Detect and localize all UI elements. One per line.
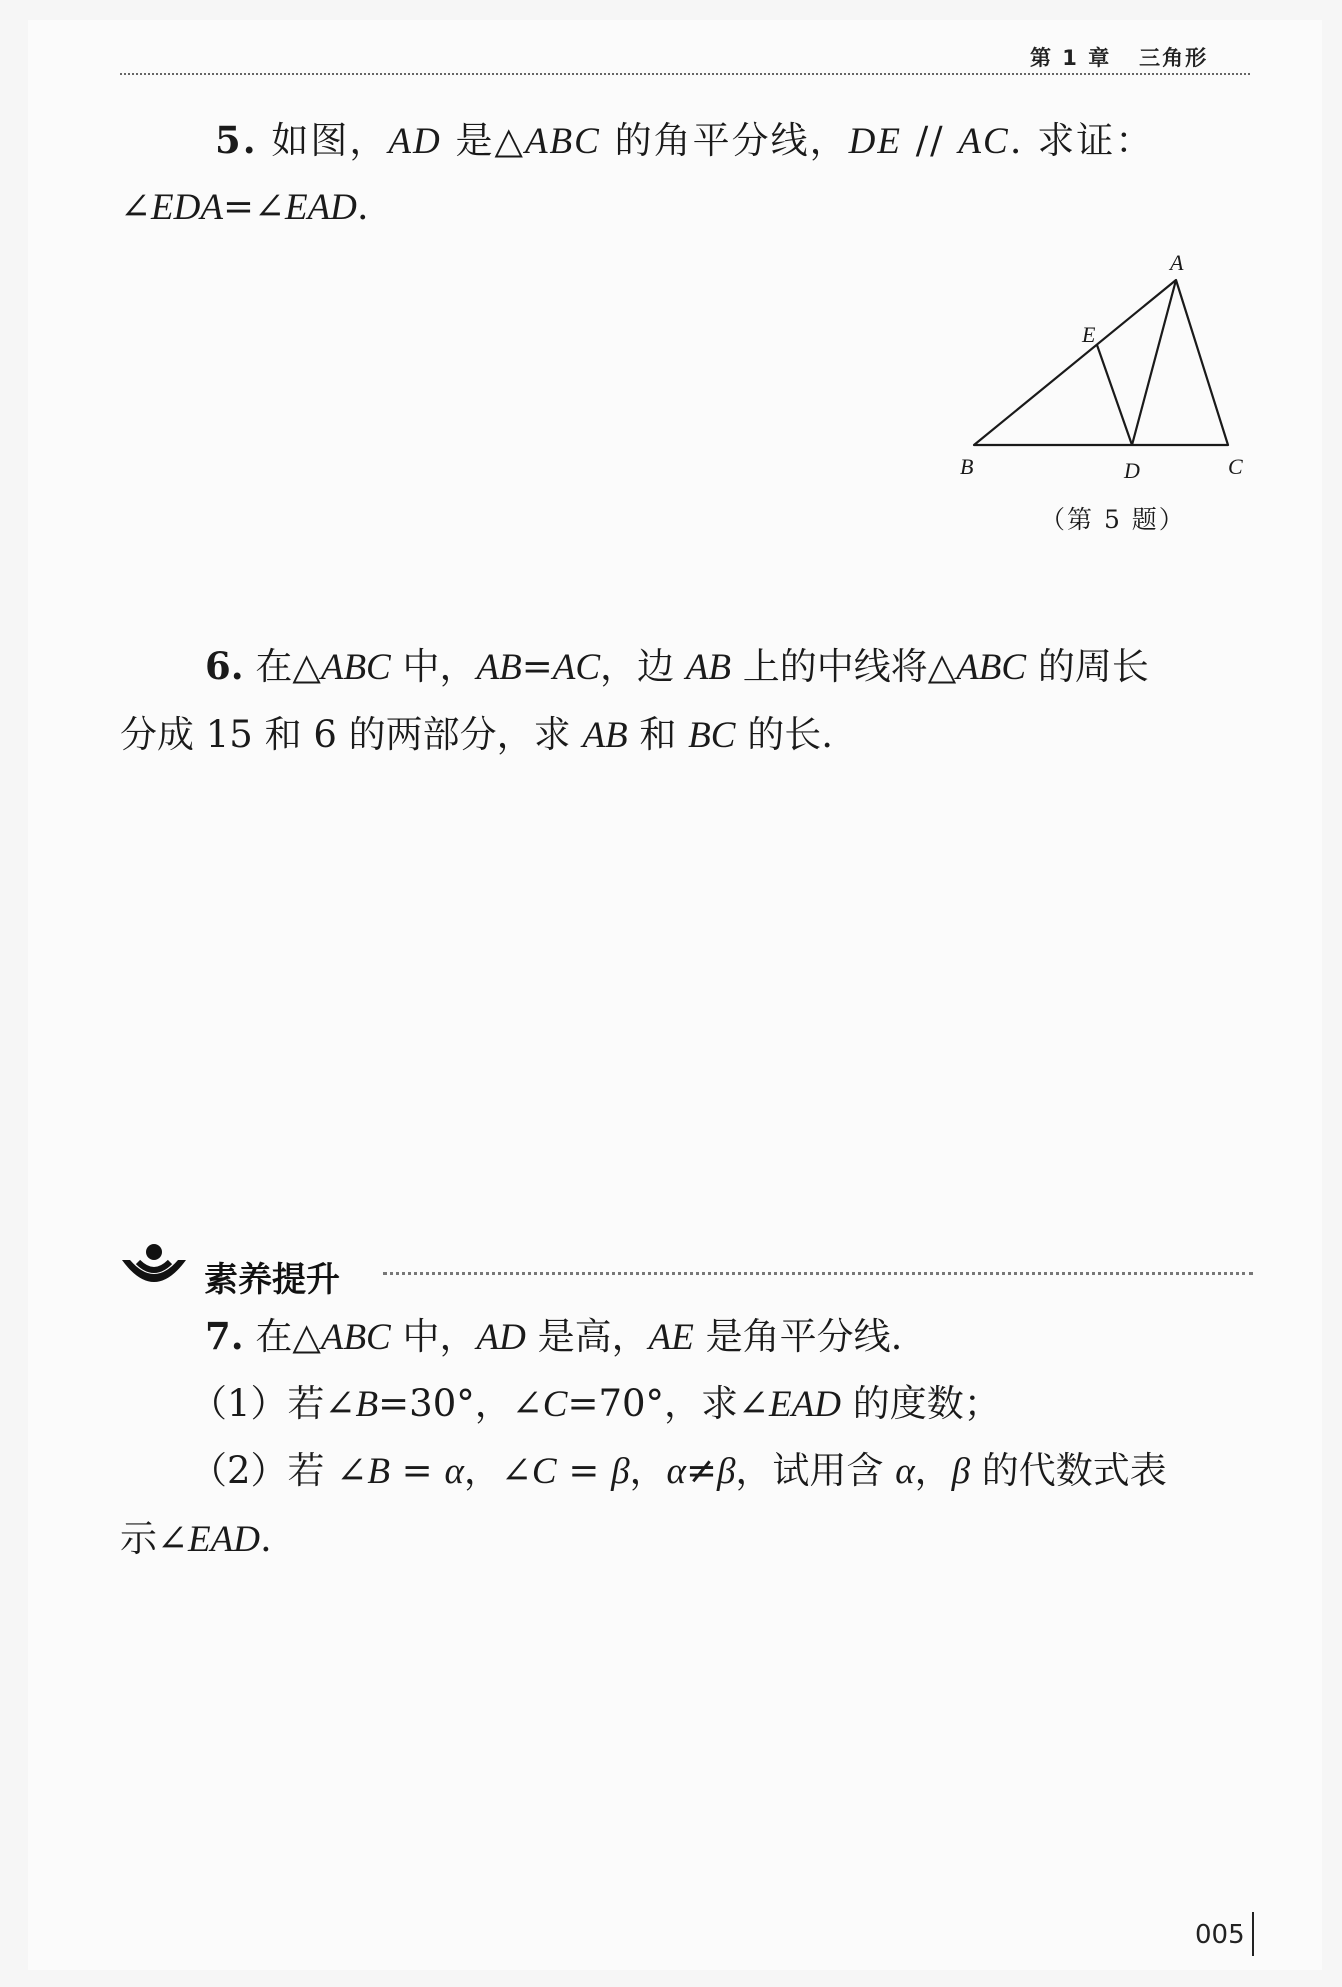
text: 上的中线将△ [730,645,957,688]
math: α [895,1451,915,1492]
label-c: C [1228,454,1243,479]
text: 在△ [243,645,321,688]
page-number: 005 [1195,1920,1245,1950]
text: . 求证： [1009,119,1155,162]
text: 如图， [257,119,389,162]
section-title: 素养提升 [204,1260,340,1300]
question-7-part-2-cont [120,1517,272,1560]
text: = [521,645,553,688]
text: = [556,1449,612,1492]
text: 的周长 [1026,645,1149,688]
math: ABC [956,647,1027,688]
figure-caption: （第 5 题） [1040,505,1186,534]
question-number: 5. [215,118,258,162]
text: 的长. [735,713,833,756]
text: ，试用含 [735,1449,896,1492]
text: ，∠ [463,1449,532,1492]
text: = [389,1449,445,1492]
math: β [611,1451,630,1492]
math: BC [688,715,736,756]
text: （1）若∠ [190,1382,356,1425]
text: ≠ [685,1449,717,1492]
question-5-line-1 [215,118,1155,162]
section-logo-icon [118,1242,190,1298]
math: EDA [151,187,223,228]
math: AB [476,647,522,688]
math: C [531,1451,557,1492]
question-7-part-2 [190,1449,1167,1492]
question-6-line-1 [205,644,1149,688]
question-6-line-2 [120,713,833,756]
question-7-line-1 [205,1314,903,1358]
text: =70°，求∠ [567,1382,770,1425]
math: β [716,1451,736,1492]
text: =30°，∠ [378,1382,543,1425]
math: α [444,1451,464,1492]
text: ，边 [600,645,686,688]
question-number: 7. [205,1314,244,1358]
text: . [259,1517,272,1560]
math: B [355,1384,379,1425]
text: 在△ [243,1315,321,1358]
text: 的度数； [840,1382,1001,1425]
section-header [118,1242,1258,1302]
text: ， [629,1449,667,1492]
math: EAD [188,1519,260,1560]
text: 是角平分线. [693,1315,903,1358]
section-divider [383,1272,1253,1275]
math: AC [958,121,1010,162]
segment-ad [1132,280,1176,445]
text: 中， [390,645,477,688]
math: ABC [320,1317,391,1358]
text: // [901,119,959,162]
math: C [542,1384,568,1425]
text: ， [914,1449,952,1492]
triangle-figure [960,250,1250,483]
math: EAD [769,1384,841,1425]
running-head: 第 1 章 三角形 [1030,46,1209,70]
question-number: 6. [205,644,244,688]
math: AB [685,647,731,688]
question-7-part-1 [190,1382,1001,1425]
triangle-abc [974,280,1228,445]
text: 示∠ [120,1517,189,1560]
label-e: E [1082,322,1096,347]
question-5-line-2 [120,185,369,228]
label-a: A [1170,250,1184,275]
math: AE [648,1317,694,1358]
text: =∠ [222,185,285,228]
math: EAD [284,187,357,228]
text: 的角平分线， [600,119,849,162]
text: 的代数式表 [970,1449,1167,1492]
text: 是高， [525,1315,649,1358]
math: B [367,1451,390,1492]
math: AB [582,715,628,756]
math: AD [388,121,442,162]
label-d: D [1124,458,1140,483]
math: AD [476,1317,526,1358]
text: . [356,185,369,228]
math: β [951,1451,971,1492]
text: 是△ [441,119,525,162]
math: α [666,1451,686,1492]
segment-de [1097,345,1132,445]
text: 中， [390,1315,477,1358]
text: （2）若 ∠ [190,1449,368,1492]
text: ∠ [120,185,152,228]
math: ABC [320,647,391,688]
math: DE [848,121,902,162]
text: 和 [627,713,689,756]
label-b: B [960,454,974,479]
math: AC [552,647,601,688]
math: ABC [524,121,601,162]
header-divider [120,73,1250,75]
page-number-bar [1252,1912,1254,1956]
text: 分成 15 和 6 的两部分，求 [120,713,583,756]
